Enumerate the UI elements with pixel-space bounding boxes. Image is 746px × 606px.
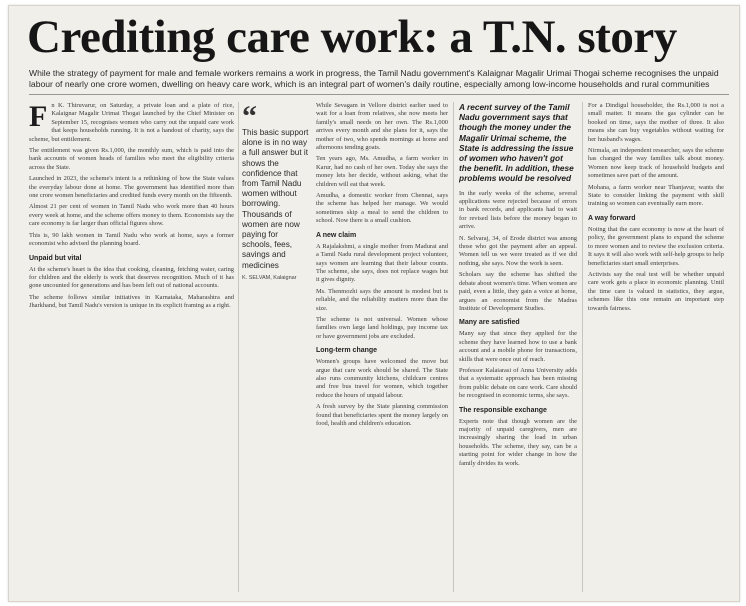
paragraph: Ten years ago, Ms. Amudha, a farm worker in Karur, had no cash of her own. Today she says the money lets her decide, without asking, what the children will eat that week.: [316, 155, 448, 188]
paragraph: [29, 102, 234, 144]
column-divider: [238, 102, 239, 592]
paragraph: Professor Kalaiarasi of Anna University adds that a systematic approach has been missing from public debate on care work. Care should be recognised in economic terms, she says.: [459, 366, 577, 400]
article-column-4: [588, 102, 724, 594]
paragraph: Activists say the real test will be whether unpaid care work gets a place in economic planning. Until the time care is valued in statistics, they argue, schemes like this one remain an important step towards fairness.: [588, 270, 724, 312]
paragraph: Nirmala, an independent researcher, says the scheme has changed the way families talk about money. Women now keep track of household budgets and sometimes save part of the amount.: [588, 147, 724, 180]
paragraph: The scheme follows similar initiatives in Karnataka, Maharashtra and Jharkhand, but Tamil Nadu's version is unique in its explicit framing as a right.: [29, 293, 234, 310]
paragraph: At the scheme's heart is the idea that cooking, cleaning, fetching water, caring for children and the elderly is work that deserves recognition. Much of it has gone uncounted for generations and has been left out of national accounts.: [29, 265, 234, 290]
article-column-3: [459, 102, 577, 594]
section-subhead: Unpaid but vital: [29, 254, 82, 262]
pull-quote-text: This basic support alone is in no way a full answer but it shows the confidence that from Tamil Nadu women without borrowing. Thousands of women are now paying for schools, fees, savings and medicines: [242, 128, 309, 270]
paragraph: A Rajalakshmi, a single mother from Madurai and a Tamil Nadu rural development project volunteer, says women are learning that their labour counts. The scheme, she says, does not replace wages but it gives dignity.: [316, 242, 448, 284]
article-column-1: [29, 102, 234, 594]
headline-rule: [29, 94, 729, 95]
paragraph: For a Dindigul householder, the Rs.1,000 is not a small matter. It means the gas cylinder can be booked on time, says the mother of three. It also means she can buy vegetables without waiting for her husband's wages.: [588, 102, 724, 143]
article-standfirst: [29, 68, 729, 90]
section-subhead: Many are satisfied: [459, 319, 520, 327]
drop-cap: F: [29, 102, 48, 133]
paragraph: Ms. Thenmozhi says the amount is modest but is reliable, and the reliability matters more than the size.: [316, 287, 448, 312]
paragraph: Experts note that though women are the majority of unpaid caregivers, men are increasingly sharing the load in urban households. The scheme, they say, can be a starting point for wider change in how the family divides its work.: [459, 417, 577, 467]
column-divider: [582, 102, 583, 592]
section-subhead: Long-term change: [316, 347, 378, 355]
paragraph: While Sevagam in Vellore district earlier used to wait for a loan from relatives, she now meets her family's small needs on her own. The Rs.1,000 arrives every month and she plans for it, says the mother of two, who spends mornings at home and afternoons tending goats.: [316, 102, 448, 152]
paragraph-text: n K. Thiruvarur, on Saturday, a private loan and a plate of rice, Kalaignar Magalir Urimai Thogai launched by the Chief Minister on September 15, recognises women who carry out the unpaid care work that keeps households running. It is not a handout of charity, says the scheme, but entitlement.: [29, 102, 234, 143]
paragraph: A fresh survey by the State planning commission found that beneficiaries spent the money largely on food, health and children's education.: [316, 403, 448, 427]
pull-quote-credit: K. SELVAM, Kalaignar: [242, 274, 297, 281]
standfirst-line-1: While the strategy of payment for male and female workers remains a work in progress, the Tamil Nadu government's Kalaignar Magalir Urimai Thogai scheme recognises the unpaid: [29, 68, 719, 78]
quote-mark-icon: “: [242, 100, 257, 133]
paragraph: Noting that the care economy is now at the heart of policy, the government plans to expand the scheme to more women and to review the exclusion criteria. It says it will also work with self-help groups to help beneficiaries start small enterprises.: [588, 225, 724, 267]
pull-quote: [242, 100, 310, 282]
paragraph: Scholars say the scheme has shifted the debate about women's time. When women are paid, even a little, they gain a voice at home, argues an economist from the Madras Institute of Development Studies.: [459, 271, 577, 312]
paragraph: This is, 90 lakh women in Tamil Nadu who work at home, says a former economist who advised the planning board.: [29, 231, 234, 248]
section-subhead: The responsible exchange: [459, 406, 547, 414]
paragraph: Amudha, a domestic worker from Chennai, says the scheme has helped her manage. We would sometimes skip a meal to send the children to school. Now there is a small cushion.: [316, 192, 448, 225]
standfirst-line-2: labour of nearly one crore women, dwelling on heavy care work, which is an integral part of women's daily routine, especially among low-income households and rural communities: [29, 79, 710, 89]
paragraph: The entitlement was given Rs.1,000, the monthly sum, which is paid into the bank accounts of women heads of families who meet the eligibility criteria across the State.: [29, 147, 234, 171]
highlight-quote: A recent survey of the Tamil Nadu government says that though the money under the Magalir Urimai scheme, the State is addressing the issue of women who haven't got the benefit. In addition, these problems would be resolved: [459, 102, 574, 184]
paragraph: Launched in 2023, the scheme's intent is a rethinking of how the State values the everyday labour done at home. The government has identified more than one crore women beneficiaries and credited funds every month on the fifteenth.: [29, 175, 234, 200]
paragraph: In the early weeks of the scheme, several applications were rejected because of errors in bank records, and applicants had to wait for revised lists before the money began to arrive.: [459, 189, 577, 231]
article-column-2: [316, 102, 448, 594]
column-divider: [453, 102, 454, 592]
paragraph: Mohana, a farm worker near Thanjavur, wants the State to consider linking the payment with skill training so women can eventually earn more.: [588, 183, 724, 208]
newspaper-clipping: [8, 5, 740, 602]
paragraph: The scheme is not universal. Women whose families own large land holdings, pay income tax or have government jobs are excluded.: [316, 315, 448, 340]
paragraph: Many say that since they applied for the scheme they have learned how to use a bank account and a mobile phone for transactions, skills that were once out of reach.: [459, 330, 577, 363]
section-subhead: A new claim: [316, 231, 357, 239]
paragraph: Women's groups have welcomed the move but argue that care work should be shared. The State also runs community kitchens, childcare centres and free bus travel for women, which together reduce the hours of unpaid labour.: [316, 358, 448, 399]
paragraph: Almost 21 per cent of women in Tamil Nadu who work more than 40 hours every week at home, and the scheme offers money to them. Economists say the care economy is far larger than official figures show.: [29, 203, 234, 228]
section-subhead: A way forward: [588, 214, 636, 222]
article-headline: Crediting care work: a T.N. story: [27, 11, 677, 63]
paragraph: N. Selvaraj, 34, of Erode district was among those who got the payment after an appeal. Women tell us we were treated as if we did nothing, she says. Now the work is seen.: [459, 234, 577, 267]
